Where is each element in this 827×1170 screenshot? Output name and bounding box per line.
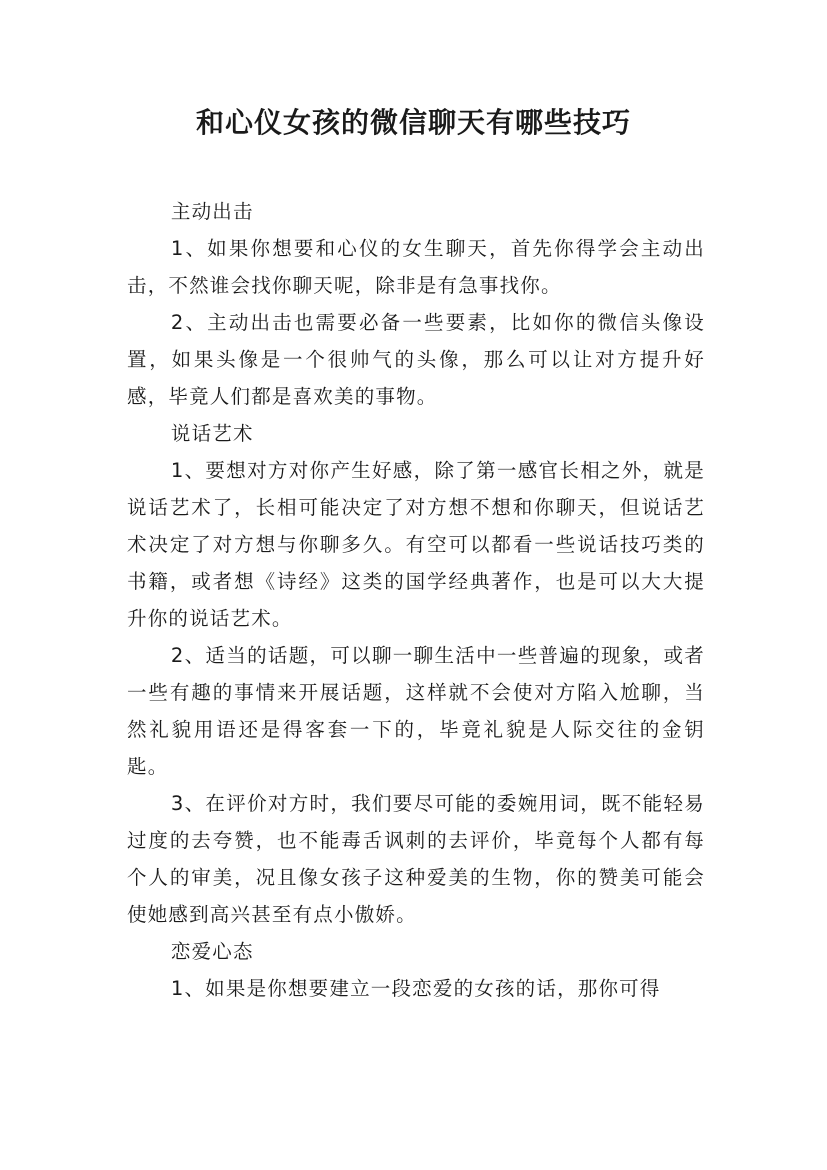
paragraph: 2、主动出击也需要必备一些要素，比如你的微信头像设置，如果头像是一个很帅气的头像，那么可以让对方提升好感，毕竟人们都是喜欢美的事物。 [127,311,705,408]
section-heading-speaking-art: 说话艺术 [170,422,254,445]
document-body [127,193,705,1007]
section-heading-proactive: 主动出击 [170,200,254,223]
paragraph: 3、在评价对方时，我们要尽可能的委婉用词，既不能轻易过度的去夸赞，也不能毒舌讽刺的去评价，毕竟每个人都有每个人的审美，况且像女孩子这种爱美的生物，你的赞美可能会使她感到高兴甚至有点小傲娇。 [127,792,705,926]
section-heading-love-mindset: 恋爱心态 [170,940,254,963]
paragraph: 1、要想对方对你产生好感，除了第一感官长相之外，就是说话艺术了，长相可能决定了对方想不想和你聊天，但说话艺术决定了对方想与你聊多久。有空可以都看一些说话技巧类的书籍，或者想《诗经》这类的国学经典著作，也是可以大大提升你的说话艺术。 [127,459,705,630]
document-title: 和心仪女孩的微信聊天有哪些技巧 [195,106,631,139]
paragraph: 1、如果你想要和心仪的女生聊天，首先你得学会主动出击，不然谁会找你聊天呢，除非是有急事找你。 [127,237,705,297]
paragraph: 2、适当的话题，可以聊一聊生活中一些普遍的现象，或者一些有趣的事情来开展话题，这样就不会使对方陷入尬聊，当然礼貌用语还是得客套一下的，毕竟礼貌是人际交往的金钥匙。 [127,644,705,778]
paragraph: 1、如果是你想要建立一段恋爱的女孩的话，那你可得 [170,977,661,1000]
